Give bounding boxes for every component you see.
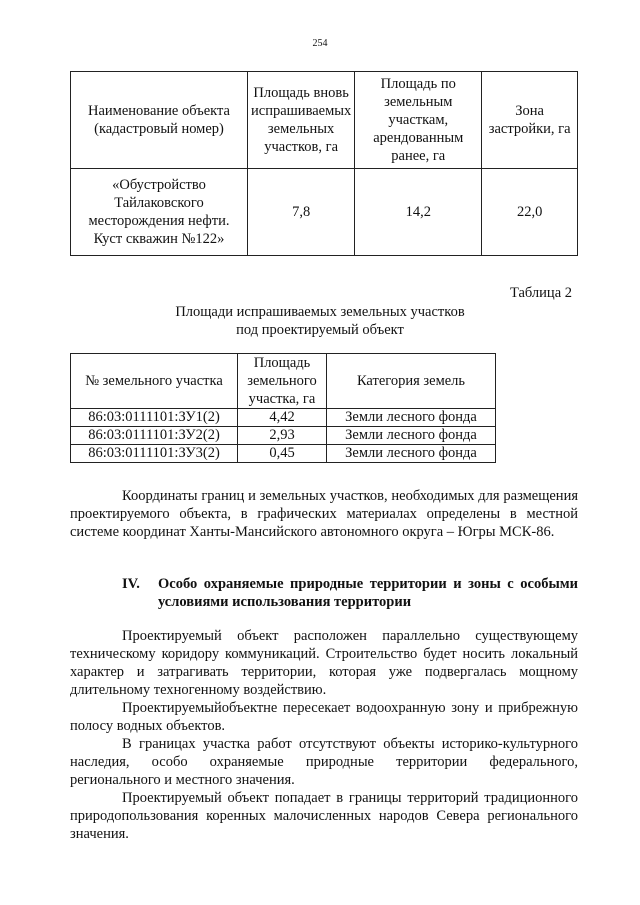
table-cell: 86:03:0111101:ЗУ3(2) [71, 445, 238, 463]
table-header-cell: Категория земель [327, 354, 496, 409]
table-row [71, 445, 496, 463]
table-cell: 4,42 [238, 409, 327, 427]
table-header-row [71, 354, 496, 409]
objects-table [70, 71, 578, 256]
table-header-cell: Площадь вновь испрашиваемых земельных участков, га [248, 72, 355, 169]
table-cell: Земли лесного фонда [327, 409, 496, 427]
section-heading [70, 575, 578, 611]
table-row [71, 169, 578, 256]
table-cell: «Обустройство Тайлаковского месторождения нефти. Куст скважин №122» [71, 169, 248, 256]
table-title-line: Площади испрашиваемых земельных участков [175, 304, 465, 320]
table-cell: 86:03:0111101:ЗУ2(2) [71, 427, 238, 445]
paragraph: Проектируемый объект расположен параллельно существующему техническому коридору коммуникаций. Строительство будет носить локальный характер и затрагивать территории, которая уже подвергалась мощному длительному техногенному воздействию. [70, 628, 578, 698]
table-cell: 7,8 [248, 169, 355, 256]
table-title-line: под проектируемый объект [236, 322, 404, 338]
table-label: Таблица 2 [509, 285, 572, 301]
section-number: IV. [122, 576, 140, 592]
paragraph: Проектируемыйобъектне пересекает водоохранную зону и прибрежную полосу водных объектов. [70, 700, 578, 734]
table-header-cell: Зона застройки, га [482, 72, 578, 169]
table-cell: Земли лесного фонда [327, 445, 496, 463]
table-row [71, 409, 496, 427]
table-row [71, 427, 496, 445]
table-cell: 86:03:0111101:ЗУ1(2) [71, 409, 238, 427]
table-cell: 0,45 [238, 445, 327, 463]
table-cell: 14,2 [355, 169, 482, 256]
paragraph-coordinates: Координаты границ и земельных участков, необходимых для размещения проектируемого объекта, в графических материалах определены в местной системе координат Ханты-Мансийского автономного округа – Югры МСК-86. [70, 488, 578, 540]
land-plots-table [70, 353, 496, 463]
table-header-cell: № земельного участка [71, 354, 238, 409]
table-header-cell: Площадь по земельным участкам, арендованным ранее, га [355, 72, 482, 169]
table-header-cell: Наименование объекта (кадастровый номер) [71, 72, 248, 169]
table-cell: 22,0 [482, 169, 578, 256]
table-cell: Земли лесного фонда [327, 427, 496, 445]
paragraph: Проектируемый объект попадает в границы территорий традиционного природопользования коренных малочисленных народов Севера регионального значения. [70, 790, 578, 842]
table-header-row [71, 72, 578, 169]
table-cell: 2,93 [238, 427, 327, 445]
table-header-cell: Площадь земельного участка, га [238, 354, 327, 409]
paragraph: В границах участка работ отсутствуют объекты историко-культурного наследия, особо охраняемые природные территории федерального, регионального и местного значения. [70, 736, 578, 788]
page-number: 254 [312, 38, 328, 49]
section-title: Особо охраняемые природные территории и зоны с особыми условиями использования территории [158, 576, 578, 610]
table-title [0, 303, 640, 339]
